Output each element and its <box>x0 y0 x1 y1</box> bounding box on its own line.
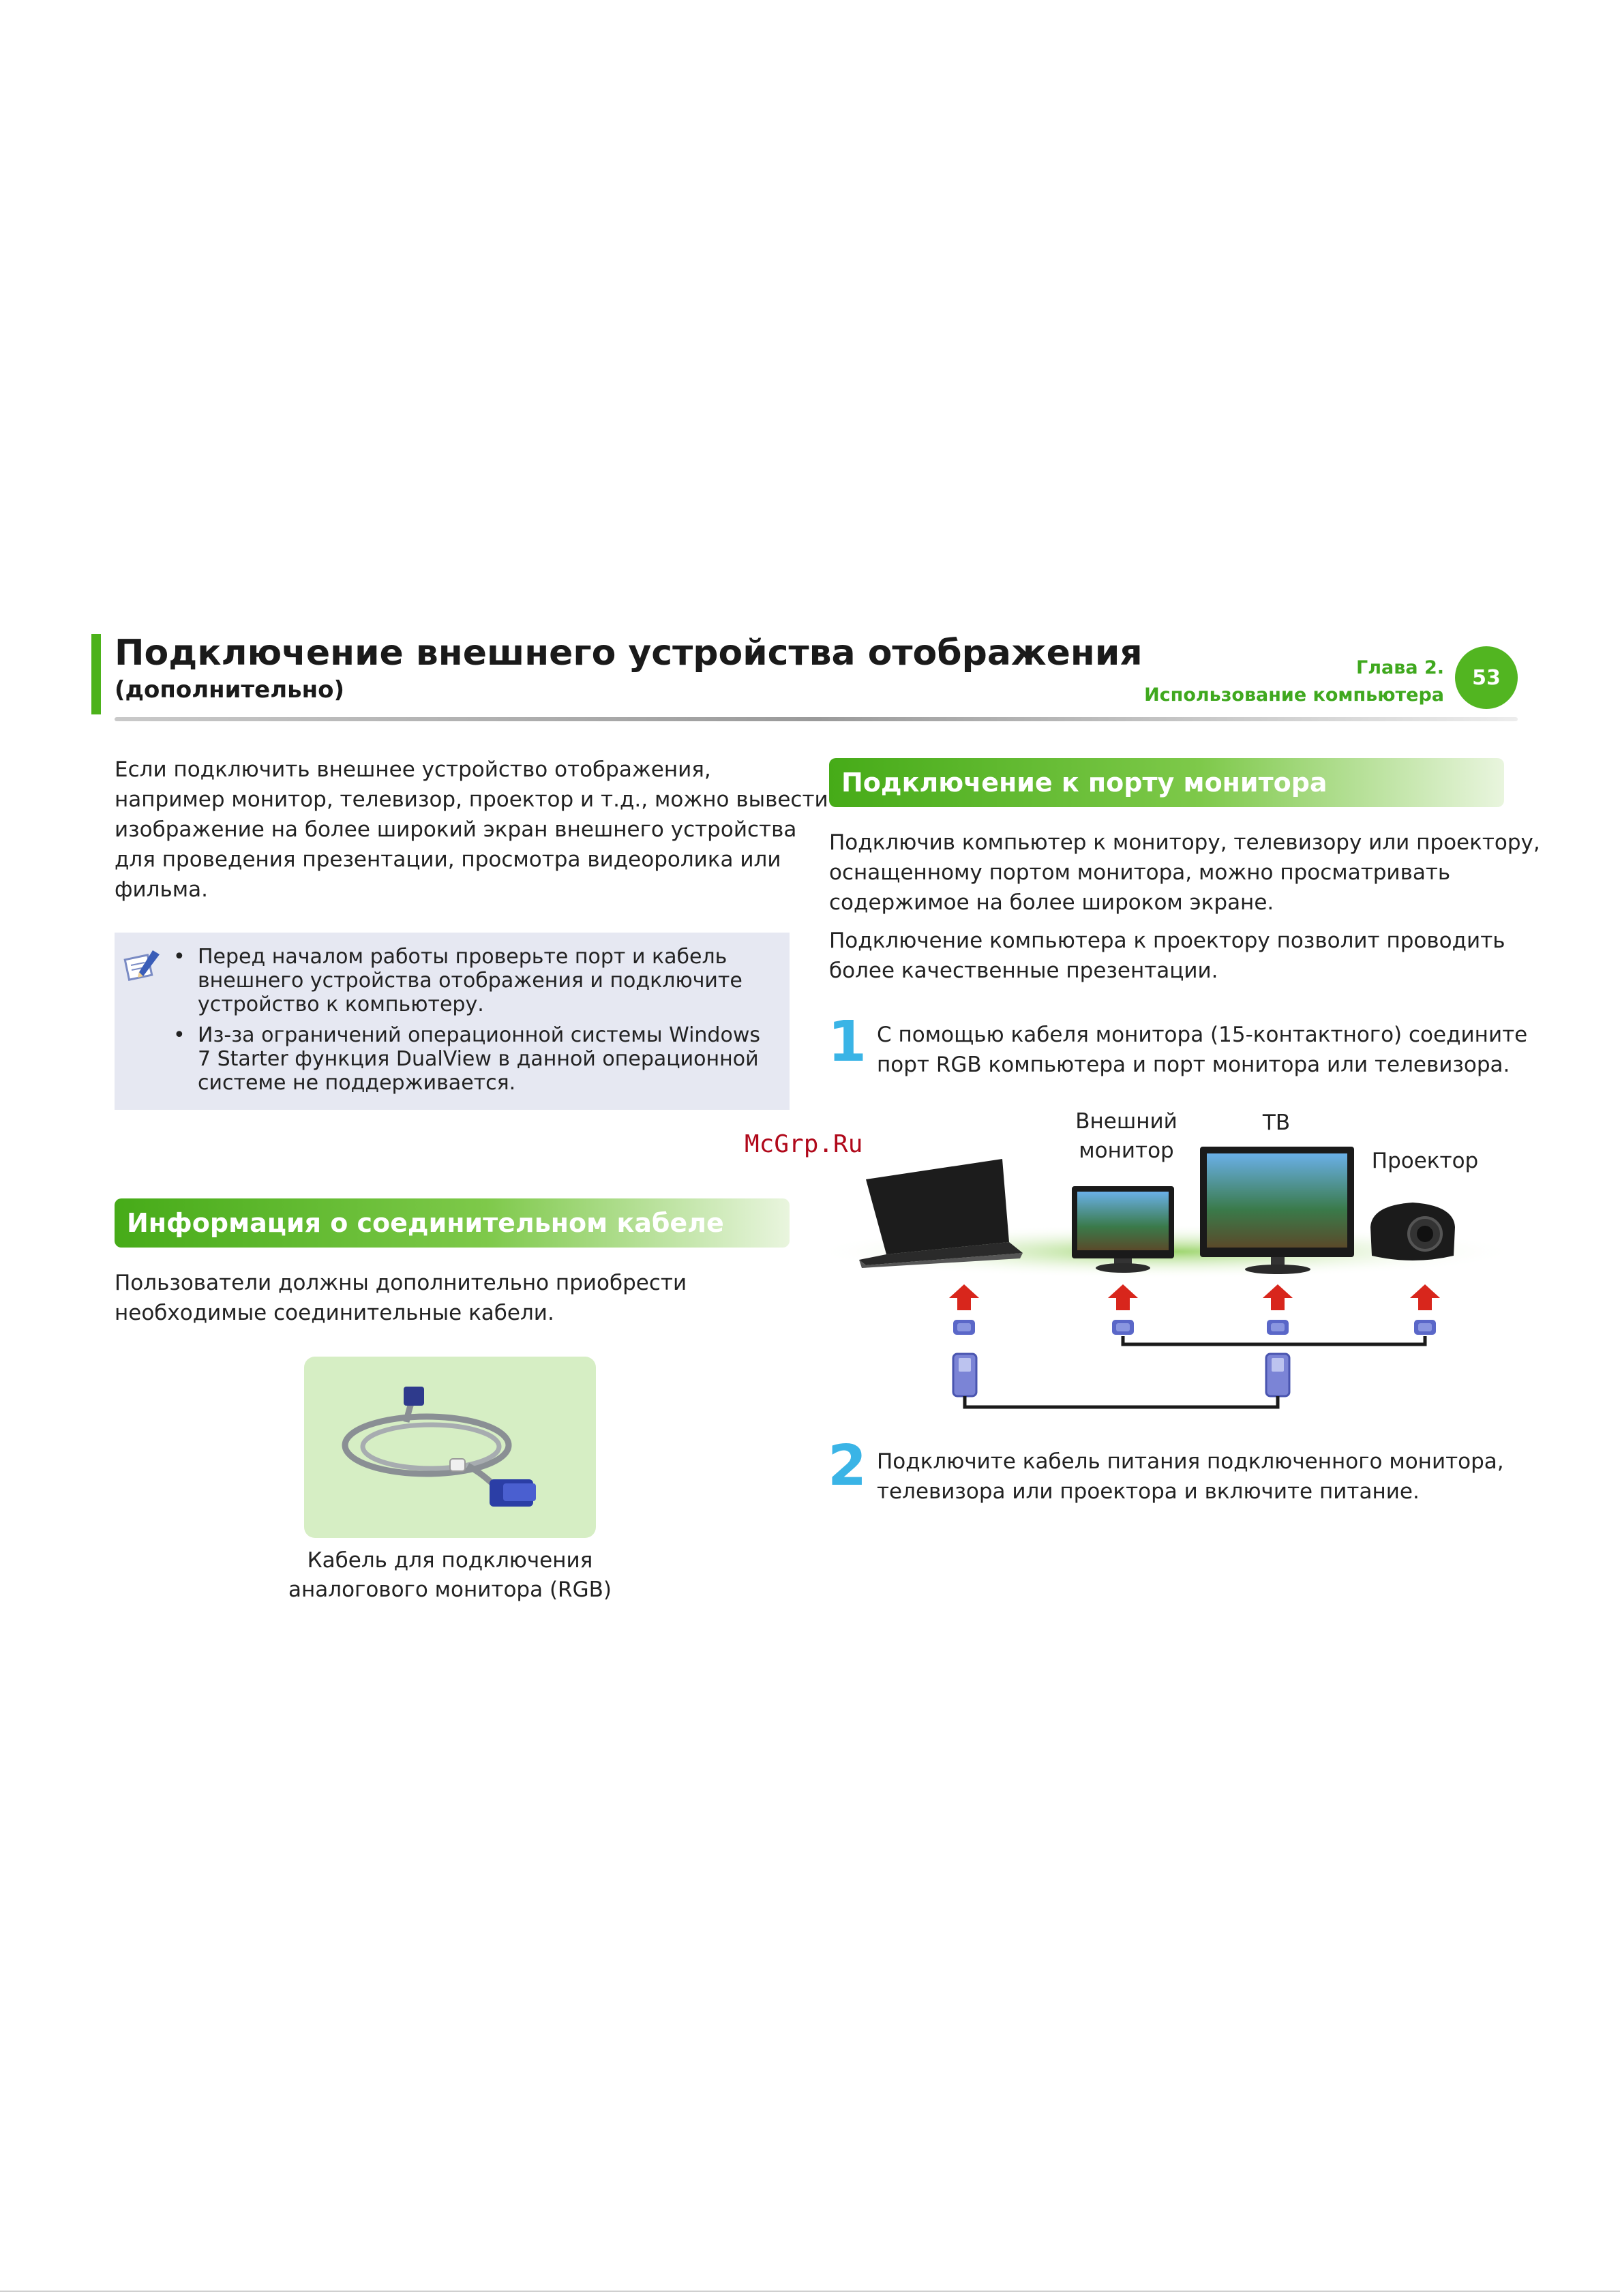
monitor-line: Подключив компьютер к монитору, телевизору или проектору, <box>829 830 1540 855</box>
note-line: системе не поддерживается. <box>198 1071 516 1095</box>
title-accent-bar <box>91 634 101 714</box>
intro-line: например монитор, телевизор, проектор и т.д., можно вывести <box>115 787 828 812</box>
label-tv: ТВ <box>1262 1111 1291 1135</box>
step-2-line: Подключите кабель питания подключенного монитора, <box>877 1449 1504 1474</box>
vga-port-icon <box>1112 1320 1134 1335</box>
intro-line: изображение на более широкий экран внешнего устройства <box>115 817 797 842</box>
step-1-number: 1 <box>828 1010 867 1074</box>
intro-line: Если подключить внешнее устройство отображения, <box>115 757 711 782</box>
note-pencil-icon <box>123 945 164 986</box>
connection-diagram <box>818 1132 1514 1418</box>
projector-icon <box>1370 1203 1455 1260</box>
arrow-up-icon <box>949 1284 979 1310</box>
label-monitor-line: монитор <box>1079 1138 1174 1163</box>
cable-paragraph <box>115 1268 687 1328</box>
note-line: Из-за ограничений операционной системы Windows <box>198 1023 760 1047</box>
intro-line: для проведения презентации, просмотра видеоролика или <box>115 847 781 872</box>
device-bracket-line <box>1123 1336 1425 1344</box>
monitor-line: более качественные презентации. <box>829 958 1218 983</box>
step-1-line: С помощью кабеля монитора (15-контактного) соедините <box>877 1023 1528 1047</box>
cable-plugs <box>953 1354 1289 1396</box>
note-line: 7 Starter функция DualView в данной операционной <box>198 1047 759 1071</box>
vga-plug-icon <box>953 1354 976 1396</box>
cable-line: необходимые соединительные кабели. <box>115 1301 554 1325</box>
monitor-section-heading: Подключение к порту монитора <box>829 758 1504 807</box>
label-monitor-line: Внешний <box>1075 1109 1178 1134</box>
note-line: устройство к компьютеру. <box>198 993 484 1016</box>
note-item <box>169 1023 760 1095</box>
note-item <box>169 945 760 1016</box>
caption-line: Кабель для подключения <box>307 1548 593 1573</box>
arrow-up-icon <box>1263 1284 1293 1310</box>
vga-port-icon <box>953 1320 975 1335</box>
chapter-label <box>1144 654 1444 709</box>
step-1-line: порт RGB компьютера и порт монитора или телевизора. <box>877 1053 1510 1077</box>
step-2-text <box>877 1447 1504 1507</box>
cable-line <box>965 1396 1278 1407</box>
cable-caption <box>286 1546 614 1605</box>
intro-paragraph <box>115 755 828 905</box>
vga-plug-icon <box>1266 1354 1289 1396</box>
watermark: McGrp.Ru <box>745 1130 863 1158</box>
monitor-line: оснащенному портом монитора, можно просматривать <box>829 860 1451 885</box>
label-projector: Проектор <box>1371 1149 1479 1173</box>
page-title: Подключение внешнего устройства отображения <box>115 633 1143 674</box>
monitor-paragraph-1 <box>829 828 1540 918</box>
note-bullet: • <box>173 1023 185 1047</box>
vga-ports <box>953 1320 1436 1335</box>
step-2-line: телевизора или проектора и включите питание. <box>877 1479 1420 1504</box>
vga-port-icon <box>1267 1320 1289 1335</box>
page-subtitle: (дополнительно) <box>115 676 344 704</box>
page-bottom-rule <box>0 2291 1620 2292</box>
intro-line: фильма. <box>115 877 208 902</box>
arrow-up-icon <box>1410 1284 1440 1310</box>
vga-port-icon <box>1414 1320 1436 1335</box>
note-list <box>169 945 760 1102</box>
chapter-title: Использование компьютера <box>1144 684 1444 706</box>
rgb-cable-icon <box>304 1357 596 1538</box>
cable-line: Пользователи должны дополнительно приобрести <box>115 1271 687 1295</box>
tv-icon <box>1200 1147 1354 1274</box>
caption-line: аналогового монитора (RGB) <box>288 1577 612 1602</box>
chapter-number: Глава 2. <box>1356 657 1444 678</box>
monitor-paragraph-2 <box>829 926 1505 986</box>
rgb-cable-illustration <box>304 1357 596 1538</box>
arrow-up-icon <box>1108 1284 1138 1310</box>
arrows <box>949 1284 1440 1310</box>
step-1-text <box>877 1020 1527 1080</box>
step-2-number: 2 <box>828 1434 867 1498</box>
note-line: внешнего устройства отображения и подключите <box>198 969 742 993</box>
cable-section-heading: Информация о соединительном кабеле <box>115 1198 790 1248</box>
monitor-line: содержимое на более широком экране. <box>829 890 1274 915</box>
header-divider <box>115 717 1518 721</box>
page-number-badge: 53 <box>1455 646 1518 709</box>
note-line: Перед началом работы проверьте порт и кабель <box>198 945 728 969</box>
monitor-line: Подключение компьютера к проектору позволит проводить <box>829 928 1505 953</box>
note-bullet: • <box>173 945 185 969</box>
